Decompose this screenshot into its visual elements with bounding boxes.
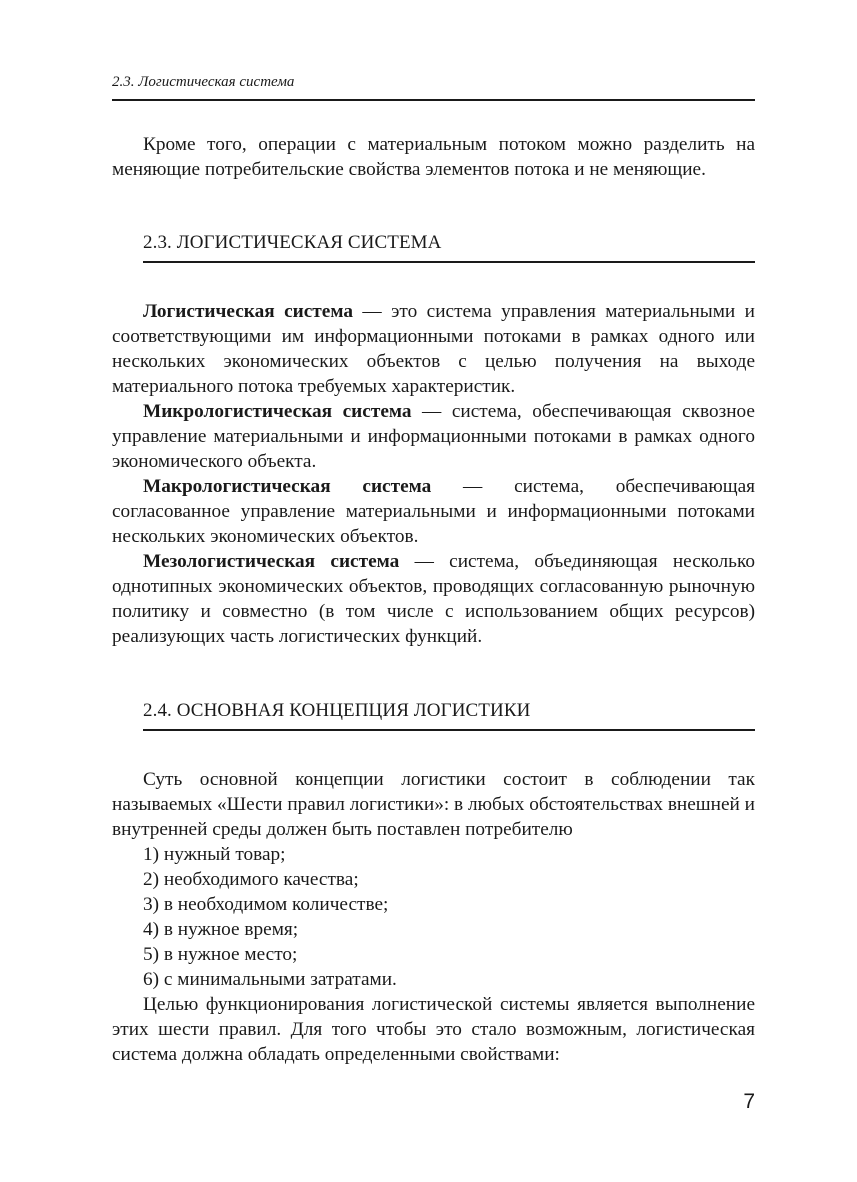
section-2-3-title: 2.3. ЛОГИСТИЧЕСКАЯ СИСТЕМА [143, 232, 442, 253]
definition-term: Микрологистическая система [143, 401, 412, 422]
definition-term: Логистическая система [143, 301, 353, 322]
definition-micro-system [112, 399, 755, 474]
header-rule [112, 99, 755, 101]
rule-item: 2) необходимого качества; [143, 869, 359, 890]
intro-block [112, 132, 755, 182]
definition-text: — система, обеспечивающая согласованное управление материальными и информационными потоками нескольких экономических объектов. [112, 476, 755, 547]
rule-item: 1) нужный товар; [143, 844, 286, 865]
concept-intro: Суть основной концепции логистики состоит в соблюдении так называемых «Шести правил логистики»: в любых обстоятельствах внешней и внутренней среды должен быть поставлен потребителю [112, 769, 755, 840]
intro-paragraph: Кроме того, операции с материальным потоком можно разделить на меняющие потребительские свойства элементов потока и не меняющие. [112, 134, 755, 180]
definition-term: Мезологистическая система [143, 551, 400, 572]
concept-closing: Целью функционирования логистической системы является выполнение этих шести правил. Для того чтобы это стало возможным, логистическая система должна обладать определенными свойствами: [112, 994, 755, 1065]
definition-macro-system [112, 474, 755, 549]
section-2-3-rule [143, 261, 755, 263]
section-2-4-rule [143, 729, 755, 731]
definition-logistic-system [112, 299, 755, 399]
definitions-block [112, 299, 755, 649]
concept-block [112, 767, 755, 1067]
definition-text: — это система управления материальными и соответствующими им информационными потоками в рамках одного или нескольких экономических объектов с целью получения на выходе материального потока требуемых характеристик. [112, 301, 755, 397]
definition-term: Макрологистическая система [143, 476, 432, 497]
section-2-4-title: 2.4. ОСНОВНАЯ КОНЦЕПЦИЯ ЛОГИСТИКИ [143, 700, 531, 721]
page-number: 7 [743, 1090, 755, 1113]
definition-meso-system [112, 549, 755, 649]
rule-item: 6) с минимальными затратами. [143, 969, 397, 990]
running-head: 2.3. Логистическая система [112, 74, 295, 90]
definition-text: — система, объединяющая несколько однотипных экономических объектов, проводящих согласованную рыночную политику и совместно (в том числе с использованием общих ресурсов) реализующих часть логистических функций. [112, 551, 755, 647]
rule-item: 3) в необходимом количестве; [143, 894, 389, 915]
definition-text: — система, обеспечивающая сквозное управление материальными и информационными потоками в рамках одного экономического объекта. [112, 401, 755, 472]
rule-item: 4) в нужное время; [143, 919, 299, 940]
rule-item: 5) в нужное место; [143, 944, 298, 965]
